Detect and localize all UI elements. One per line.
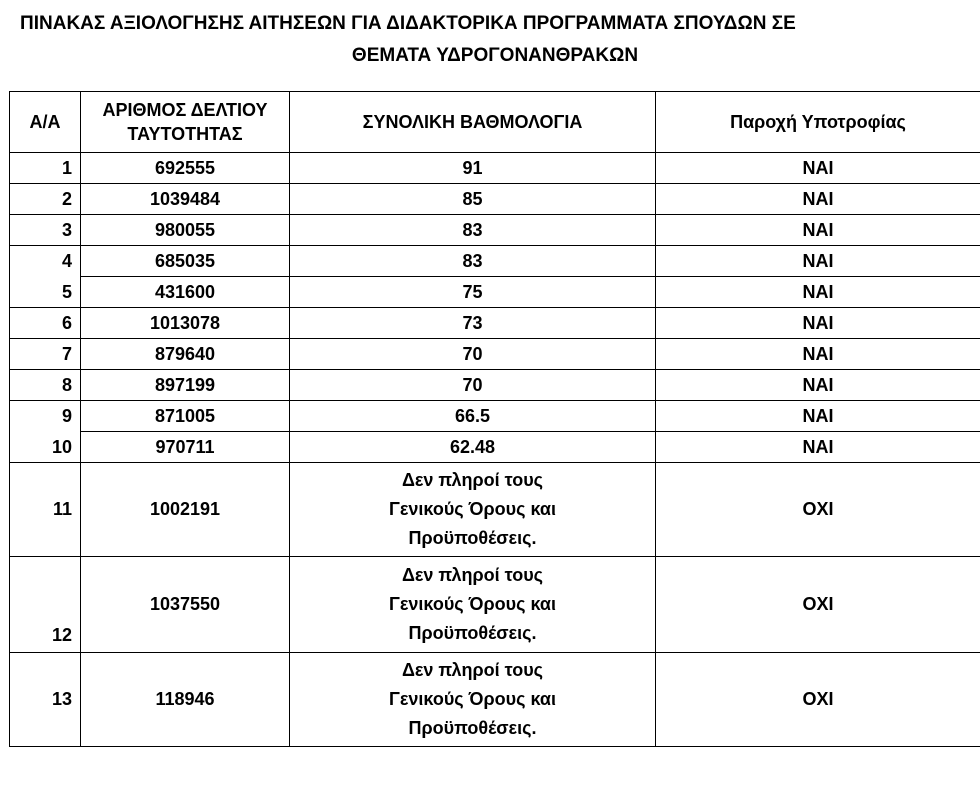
cell-aa: 5 bbox=[10, 277, 81, 308]
cell-id: 871005 bbox=[81, 401, 290, 432]
score-line-3: Προϋποθέσεις. bbox=[408, 528, 537, 548]
cell-aa: 11 bbox=[10, 463, 81, 557]
cell-aa: 7 bbox=[10, 339, 81, 370]
cell-aa: 6 bbox=[10, 308, 81, 339]
cell-id: 1013078 bbox=[81, 308, 290, 339]
table-header-row bbox=[10, 92, 980, 153]
document-title bbox=[0, 8, 980, 72]
cell-scholarship: ΝΑΙ bbox=[656, 153, 980, 184]
cell-id: 692555 bbox=[81, 153, 290, 184]
cell-score bbox=[290, 557, 656, 653]
cell-id: 685035 bbox=[81, 246, 290, 277]
table-row bbox=[10, 339, 980, 370]
score-line-3: Προϋποθέσεις. bbox=[408, 623, 537, 643]
cell-id: 1002191 bbox=[81, 463, 290, 557]
cell-scholarship: ΝΑΙ bbox=[656, 308, 980, 339]
table-row bbox=[10, 401, 980, 432]
cell-scholarship: ΝΑΙ bbox=[656, 215, 980, 246]
cell-scholarship: ΝΑΙ bbox=[656, 432, 980, 463]
cell-score: 70 bbox=[290, 339, 656, 370]
cell-score: 75 bbox=[290, 277, 656, 308]
table-row bbox=[10, 432, 980, 463]
cell-score: 62.48 bbox=[290, 432, 656, 463]
cell-id: 980055 bbox=[81, 215, 290, 246]
score-line-1: Δεν πληροί τους bbox=[401, 565, 544, 585]
evaluation-table bbox=[9, 91, 980, 747]
table-row bbox=[10, 308, 980, 339]
header-id-line-1: ΑΡΙΘΜΟΣ ΔΕΛΤΙΟΥ bbox=[102, 100, 268, 120]
cell-scholarship: ΝΑΙ bbox=[656, 401, 980, 432]
cell-score: 70 bbox=[290, 370, 656, 401]
cell-aa: 10 bbox=[10, 432, 81, 463]
table-row bbox=[10, 370, 980, 401]
cell-scholarship: ΝΑΙ bbox=[656, 339, 980, 370]
score-line-1: Δεν πληροί τους bbox=[401, 470, 544, 490]
table-row bbox=[10, 184, 980, 215]
cell-score bbox=[290, 653, 656, 747]
title-line-1: ΠΙΝΑΚΑΣ ΑΞΙΟΛΟΓΗΣΗΣ ΑΙΤΗΣΕΩΝ ΓΙΑ ΔΙΔΑΚΤΟΡΙΚΑ ΠΡΟΓΡΑΜΜΑΤΑ ΣΠΟΥΔΩΝ ΣΕ bbox=[20, 13, 796, 34]
table-row bbox=[10, 215, 980, 246]
cell-id: 431600 bbox=[81, 277, 290, 308]
title-line-2: ΘΕΜΑΤΑ ΥΔΡΟΓΟΝΑΝΘΡΑΚΩΝ bbox=[351, 45, 639, 66]
table-row bbox=[10, 557, 980, 653]
cell-aa: 13 bbox=[10, 653, 81, 747]
cell-score: 73 bbox=[290, 308, 656, 339]
score-line-2: Γενικούς Όρους και bbox=[389, 499, 556, 519]
cell-score: 66.5 bbox=[290, 401, 656, 432]
cell-aa: 1 bbox=[10, 153, 81, 184]
cell-scholarship: ΝΑΙ bbox=[656, 246, 980, 277]
score-line-2: Γενικούς Όρους και bbox=[389, 689, 556, 709]
score-line-3: Προϋποθέσεις. bbox=[408, 718, 537, 738]
cell-aa: 4 bbox=[10, 246, 81, 277]
cell-scholarship: ΝΑΙ bbox=[656, 370, 980, 401]
header-aa: Α/Α bbox=[10, 92, 81, 153]
table-row bbox=[10, 653, 980, 747]
cell-aa: 12 bbox=[10, 557, 81, 653]
cell-score: 91 bbox=[290, 153, 656, 184]
cell-score bbox=[290, 463, 656, 557]
header-id-number bbox=[81, 92, 290, 153]
cell-aa: 9 bbox=[10, 401, 81, 432]
header-scholarship: Παροχή Υποτροφίας bbox=[656, 92, 980, 153]
cell-scholarship: ΝΑΙ bbox=[656, 277, 980, 308]
cell-score: 85 bbox=[290, 184, 656, 215]
score-line-2: Γενικούς Όρους και bbox=[389, 594, 556, 614]
cell-id: 1037550 bbox=[81, 557, 290, 653]
cell-id: 970711 bbox=[81, 432, 290, 463]
cell-aa: 3 bbox=[10, 215, 81, 246]
header-id-line-2: ΤΑΥΤΟΤΗΤΑΣ bbox=[127, 124, 243, 144]
cell-scholarship: ΝΑΙ bbox=[656, 184, 980, 215]
cell-id: 897199 bbox=[81, 370, 290, 401]
cell-aa: 8 bbox=[10, 370, 81, 401]
cell-aa: 2 bbox=[10, 184, 81, 215]
cell-id: 1039484 bbox=[81, 184, 290, 215]
cell-score: 83 bbox=[290, 215, 656, 246]
table-row bbox=[10, 153, 980, 184]
table-row bbox=[10, 277, 980, 308]
cell-score: 83 bbox=[290, 246, 656, 277]
cell-id: 879640 bbox=[81, 339, 290, 370]
cell-scholarship: ΟΧΙ bbox=[656, 463, 980, 557]
table-row bbox=[10, 463, 980, 557]
header-total-score: ΣΥΝΟΛΙΚΗ ΒΑΘΜΟΛΟΓΙΑ bbox=[290, 92, 656, 153]
cell-scholarship: ΟΧΙ bbox=[656, 557, 980, 653]
table-row bbox=[10, 246, 980, 277]
cell-id: 118946 bbox=[81, 653, 290, 747]
score-line-1: Δεν πληροί τους bbox=[401, 660, 544, 680]
cell-scholarship: ΟΧΙ bbox=[656, 653, 980, 747]
